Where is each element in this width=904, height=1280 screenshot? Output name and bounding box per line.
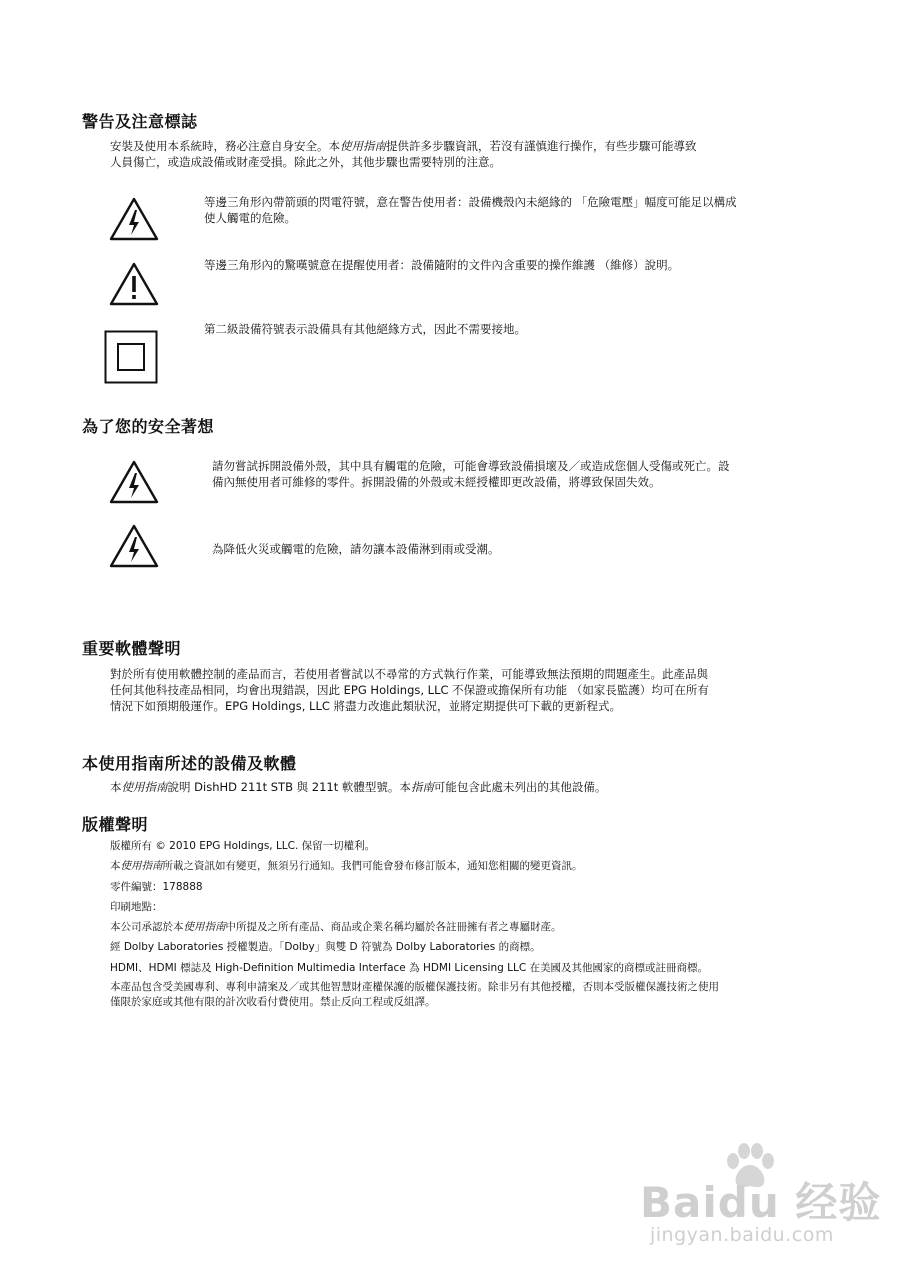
heading-warning-symbols: 警告及注意標誌 [82, 112, 198, 131]
safety-warning-text: 請勿嘗試拆開設備外殼，其中具有觸電的危險，可能會導致設備損壞及／或造成您個人受傷或死亡。設 備內無使用者可維修的零件。拆開設備的外殼或未經授權即更改設備，將導致保固失效。 [212, 459, 730, 489]
exclamation-triangle-icon [108, 261, 160, 307]
double-square-icon [104, 330, 158, 384]
heading-equipment-software: 本使用指南所述的設備及軟體 [82, 754, 297, 773]
change-notice-line: 本使用指南所載之資訊如有變更，無須另行通知。我們可能會發布修訂版本，通知您相關的變更資訊。 [110, 860, 583, 872]
lightning-triangle-icon [108, 196, 160, 242]
trademark-line: 本公司承認於本使用指南中所提及之所有產品、商品或企業名稱均屬於各註冊擁有者之專屬財產。 [110, 921, 562, 933]
dolby-line: 經 Dolby Laboratories 授權製造。「Dolby」與雙 D 符號為 Dolby Laboratories 的商標。 [110, 941, 541, 953]
double-square-description: 第二級設備符號表示設備具有其他絕緣方式，因此不需要接地。 [204, 322, 526, 336]
baidu-watermark-url: jingyan.baidu.com [650, 1224, 834, 1246]
hdmi-line: HDMI、HDMI 標誌及 High-Definition Multimedia Interface 為 HDMI Licensing LLC 在美國及其他國家的商標或註冊商標。 [110, 962, 708, 974]
part-number: 零件編號：178888 [110, 881, 203, 893]
patent-paragraph: 本產品包含受美國專利、專利申請案及／或其他智慧財產權保護的版權保護技術。除非另有其他授權，否則本受版權保護技術之使用 僅限於家庭或其他有限的計次收看付費使用。禁止反向工程或反組譯。 [110, 981, 719, 1008]
heading-safety: 為了您的安全著想 [82, 417, 215, 436]
lightning-symbol-description: 等邊三角形內帶箭頭的閃電符號，意在警告使用者：設備機殼內未絕緣的 「危險電壓」幅度可能足以構成 使人觸電的危險。 [204, 195, 737, 225]
heading-software-notice: 重要軟體聲明 [82, 639, 182, 658]
lightning-triangle-icon [108, 523, 160, 569]
equipment-description: 本使用指南說明 DishHD 211t STB 與 211t 軟體型號。本指南可能包含此處未列出的其他設備。 [110, 780, 607, 794]
heading-copyright: 版權聲明 [82, 815, 149, 834]
intro-paragraph: 安裝及使用本系統時，務必注意自身安全。本使用指南提供許多步驟資訊，若沒有謹慎進行操作，有些步驟可能導致 人員傷亡，或造成設備或財產受損。除此之外，其他步驟也需要特別的注意。 [110, 139, 697, 169]
lightning-triangle-icon [108, 459, 160, 505]
exclamation-symbol-description: 等邊三角形內的驚嘆號意在提醒使用者：設備隨附的文件內含重要的操作維護 （維修）說明。 [204, 258, 680, 272]
print-location: 印刷地點： [110, 901, 163, 913]
baidu-watermark-logo: Baidu 经验 [640, 1178, 882, 1227]
fire-shock-warning-text: 為降低火災或觸電的危險，請勿讓本設備淋到雨或受潮。 [212, 542, 500, 556]
software-notice-paragraph: 對於所有使用軟體控制的產品而言，若使用者嘗試以不尋常的方式執行作業，可能導致無法預期的問題產生。此產品與 任何其他科技產品相同，均會出現錯誤，因此 EPG Holdings, LLC 不保證或擔保所有功能 （如家長監護）均可在所有 情況下如預期般運作。EPG Holdings, LLC 將盡力改進此類狀況，並將定期提供可下載的更新程式。 [110, 667, 709, 713]
copyright-line: 版權所有 © 2010 EPG Holdings, LLC. 保留一切權利。 [110, 840, 376, 852]
